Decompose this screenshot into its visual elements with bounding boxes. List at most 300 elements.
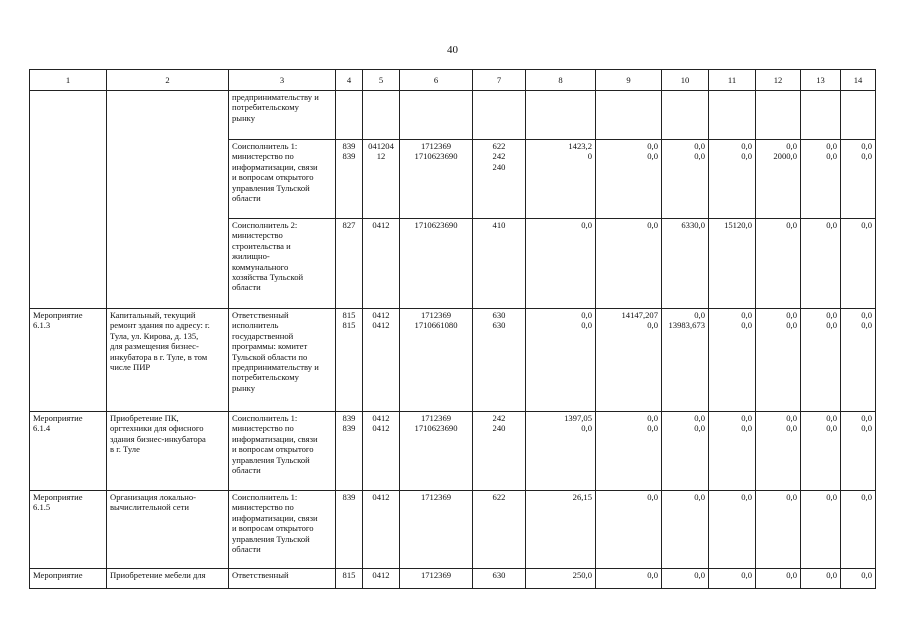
cell-value-10 — [662, 140, 709, 219]
text-line: 0,0 — [861, 310, 872, 320]
cell-value-12 — [756, 412, 801, 491]
text-line: Ответственный — [232, 570, 289, 580]
text-line: 6.1.3 — [33, 320, 51, 331]
cell-text — [759, 310, 797, 331]
cell-value-11 — [709, 491, 756, 569]
cell-event-name — [107, 140, 229, 219]
cell-text — [403, 570, 469, 580]
cell-text — [712, 141, 752, 162]
cell-value-14 — [841, 309, 876, 412]
text-line: 0,0 — [861, 492, 872, 502]
text-line: коммунального — [232, 261, 289, 272]
text-line: Капитальный, текущий — [110, 310, 196, 320]
text-line: 6330,0 — [681, 220, 705, 230]
text-line: 0,0 — [786, 423, 797, 434]
cell-code-rz — [363, 412, 400, 491]
cell-text — [529, 413, 592, 434]
table-row — [30, 309, 876, 412]
cell-value-11 — [709, 569, 756, 589]
cell-text — [759, 492, 797, 502]
text-line: 622 — [492, 141, 506, 151]
cell-value-13 — [801, 219, 841, 309]
text-line: 0,0 — [647, 492, 658, 502]
cell-text — [665, 310, 705, 331]
cell-value-9 — [596, 491, 662, 569]
cell-value-11 — [709, 219, 756, 309]
text-line: строительства и — [232, 240, 291, 251]
text-line: 0,0 — [647, 423, 658, 434]
col-header-9: 9 — [596, 70, 662, 91]
text-line: программы: комитет — [232, 341, 308, 352]
col-header-5: 5 — [363, 70, 400, 91]
cell-text — [403, 310, 469, 331]
text-line: 0412 — [372, 492, 390, 502]
cell-text — [712, 570, 752, 580]
cell-value-8 — [526, 569, 596, 589]
cell-text — [232, 492, 332, 554]
cell-value-10 — [662, 569, 709, 589]
cell-value-14 — [841, 412, 876, 491]
cell-text — [339, 141, 359, 162]
cell-code-csr — [400, 91, 473, 140]
text-line: 839 — [342, 423, 356, 434]
cell-text — [366, 220, 396, 230]
cell-value-13 — [801, 91, 841, 140]
cell-text — [403, 220, 469, 230]
cell-text — [232, 570, 332, 580]
cell-text — [403, 492, 469, 502]
text-line: 1397,05 — [564, 413, 592, 423]
cell-text — [232, 220, 332, 293]
col-header-7: 7 — [473, 70, 526, 91]
cell-text — [804, 492, 837, 502]
cell-value-12 — [756, 309, 801, 412]
text-line: 0,0 — [694, 570, 705, 580]
text-line: для размещения бизнес- — [110, 341, 199, 352]
cell-text — [476, 141, 522, 172]
cell-value-13 — [801, 309, 841, 412]
text-line: информатизации, связи — [232, 433, 318, 444]
cell-code-rz — [363, 219, 400, 309]
cell-value-11 — [709, 412, 756, 491]
cell-text — [33, 570, 103, 580]
text-line: государственной — [232, 330, 294, 341]
cell-text — [712, 220, 752, 230]
text-line: 0,0 — [741, 320, 752, 331]
cell-event-id — [30, 569, 107, 589]
text-line: 827 — [342, 220, 356, 230]
text-line: предпринимательству и — [232, 92, 319, 102]
cell-text — [804, 141, 837, 162]
cell-value-9 — [596, 91, 662, 140]
text-line: 1712369 — [420, 570, 452, 580]
cell-text — [339, 492, 359, 502]
text-line: 630 — [492, 310, 506, 320]
text-line: 240 — [492, 423, 506, 434]
cell-text — [759, 220, 797, 230]
cell-text — [759, 570, 797, 580]
cell-text — [665, 570, 705, 580]
budget-table — [29, 69, 876, 589]
text-line: 26,15 — [572, 492, 592, 502]
text-line: Соисполнитель 1: — [232, 492, 298, 502]
text-line: в г. Туле — [110, 444, 140, 455]
cell-text — [529, 570, 592, 580]
cell-text — [712, 413, 752, 434]
cell-code-csr — [400, 569, 473, 589]
cell-code-vr — [473, 219, 526, 309]
text-line: инкубатора в г. Туле, в том — [110, 351, 208, 362]
text-line: 0412 — [372, 413, 390, 423]
cell-code-rz — [363, 140, 400, 219]
text-line: 13983,673 — [668, 320, 705, 331]
text-line: 0,0 — [861, 151, 872, 162]
col-header-1: 1 — [30, 70, 107, 91]
cell-text — [599, 570, 658, 580]
text-line: вычислительной сети — [110, 502, 189, 513]
text-line: Тула, ул. Кирова, д. 135, — [110, 330, 199, 341]
cell-code-csr — [400, 219, 473, 309]
col-header-6: 6 — [400, 70, 473, 91]
text-line: 240 — [492, 161, 506, 172]
text-line: 1712369 — [420, 492, 452, 502]
cell-code-gr — [336, 491, 363, 569]
cell-value-11 — [709, 309, 756, 412]
text-line: рынку — [232, 112, 256, 123]
table-row — [30, 219, 876, 309]
cell-code-vr — [473, 491, 526, 569]
text-line: 0,0 — [741, 570, 752, 580]
text-line: 0,0 — [694, 141, 705, 151]
text-line: 15120,0 — [724, 220, 752, 230]
cell-text — [599, 492, 658, 502]
cell-executor — [229, 569, 336, 589]
text-line: 0,0 — [647, 413, 658, 423]
cell-value-9 — [596, 569, 662, 589]
text-line: 0,0 — [826, 141, 837, 151]
text-line: Соисполнитель 1: — [232, 141, 298, 151]
cell-event-name — [107, 412, 229, 491]
cell-text — [665, 220, 705, 230]
col-header-14: 14 — [841, 70, 876, 91]
text-line: 0,0 — [861, 413, 872, 423]
cell-text — [712, 310, 752, 331]
cell-text — [403, 413, 469, 434]
col-header-2: 2 — [107, 70, 229, 91]
text-line: 0,0 — [647, 320, 658, 331]
cell-value-12 — [756, 91, 801, 140]
cell-text — [366, 310, 396, 331]
cell-value-11 — [709, 91, 756, 140]
cell-text — [110, 570, 225, 580]
cell-code-vr — [473, 309, 526, 412]
cell-event-name — [107, 491, 229, 569]
text-line: 0,0 — [647, 570, 658, 580]
cell-code-rz — [363, 91, 400, 140]
text-line: 410 — [492, 220, 506, 230]
text-line: информатизации, связи — [232, 512, 318, 523]
table-row — [30, 91, 876, 140]
text-line: 0,0 — [826, 220, 837, 230]
table-row — [30, 569, 876, 589]
cell-text — [804, 310, 837, 331]
cell-text — [110, 492, 225, 513]
cell-text — [110, 310, 225, 372]
cell-code-gr — [336, 140, 363, 219]
text-line: 0,0 — [786, 220, 797, 230]
cell-event-name — [107, 569, 229, 589]
text-line: министерство по — [232, 502, 294, 513]
cell-value-10 — [662, 219, 709, 309]
text-line: управления Тульской — [232, 182, 310, 193]
cell-text — [712, 492, 752, 502]
text-line: 0,0 — [826, 310, 837, 320]
cell-text — [804, 413, 837, 434]
text-line: 0,0 — [694, 310, 705, 320]
cell-text — [476, 492, 522, 502]
text-line: 0,0 — [786, 310, 797, 320]
text-line: 630 — [492, 320, 506, 331]
cell-text — [844, 141, 872, 162]
cell-text — [476, 220, 522, 230]
cell-text — [33, 492, 103, 513]
text-line: 0,0 — [861, 220, 872, 230]
text-line: 0,0 — [786, 141, 797, 151]
cell-text — [339, 570, 359, 580]
text-line: и вопросам открытого — [232, 172, 314, 183]
text-line: 0,0 — [741, 141, 752, 151]
cell-code-csr — [400, 491, 473, 569]
text-line: 12 — [376, 151, 386, 162]
cell-value-10 — [662, 309, 709, 412]
text-line: 2000,0 — [773, 151, 797, 162]
cell-value-8 — [526, 219, 596, 309]
text-line: 0,0 — [861, 570, 872, 580]
text-line: Мероприятие — [33, 492, 83, 502]
cell-event-name — [107, 219, 229, 309]
cell-executor — [229, 309, 336, 412]
cell-text — [599, 220, 658, 230]
text-line: 0,0 — [741, 413, 752, 423]
text-line: управления Тульской — [232, 533, 310, 544]
text-line: 839 — [342, 413, 356, 423]
text-line: 0,0 — [826, 570, 837, 580]
cell-text — [403, 141, 469, 162]
text-line: 815 — [342, 320, 356, 331]
cell-text — [844, 220, 872, 230]
table-row — [30, 412, 876, 491]
cell-text — [339, 413, 359, 434]
cell-value-14 — [841, 91, 876, 140]
text-line: здания бизнес-инкубатора — [110, 433, 206, 444]
text-line: 0,0 — [741, 310, 752, 320]
text-line: 0,0 — [694, 423, 705, 434]
cell-text — [232, 141, 332, 203]
cell-text — [665, 141, 705, 162]
header-row — [30, 70, 876, 91]
cell-event-name — [107, 91, 229, 140]
cell-code-vr — [473, 140, 526, 219]
cell-value-14 — [841, 140, 876, 219]
col-header-8: 8 — [526, 70, 596, 91]
table-row — [30, 140, 876, 219]
cell-text — [529, 310, 592, 331]
text-line: 622 — [492, 492, 506, 502]
cell-text — [339, 310, 359, 331]
cell-value-12 — [756, 140, 801, 219]
text-line: исполнитель — [232, 320, 279, 331]
text-line: 6.1.4 — [33, 423, 51, 434]
cell-executor — [229, 491, 336, 569]
text-line: области — [232, 465, 261, 476]
cell-event-id — [30, 219, 107, 309]
text-line: 6.1.5 — [33, 502, 51, 513]
text-line: области — [232, 544, 261, 555]
text-line: Ответственный — [232, 310, 289, 320]
col-header-3: 3 — [229, 70, 336, 91]
page-number: 40 — [447, 44, 458, 56]
text-line: 0,0 — [647, 220, 658, 230]
text-line: 0 — [587, 151, 592, 162]
cell-code-gr — [336, 309, 363, 412]
text-line: Мероприятие — [33, 310, 83, 320]
text-line: 815 — [342, 310, 356, 320]
cell-text — [529, 492, 592, 502]
cell-value-8 — [526, 491, 596, 569]
cell-value-10 — [662, 491, 709, 569]
text-line: Приобретение ПК, — [110, 413, 179, 423]
text-line: 0,0 — [861, 320, 872, 331]
text-line: и вопросам открытого — [232, 444, 314, 455]
cell-text — [844, 310, 872, 331]
cell-event-id — [30, 412, 107, 491]
text-line: 0,0 — [581, 220, 592, 230]
text-line: информатизации, связи — [232, 161, 318, 172]
text-line: 1712369 — [420, 310, 452, 320]
cell-text — [476, 570, 522, 580]
cell-code-csr — [400, 412, 473, 491]
cell-text — [366, 141, 396, 162]
cell-code-vr — [473, 569, 526, 589]
cell-executor — [229, 219, 336, 309]
text-line: 839 — [342, 492, 356, 502]
cell-value-9 — [596, 309, 662, 412]
text-line: министерство по — [232, 423, 294, 434]
text-line: предпринимательству и — [232, 362, 319, 373]
cell-value-13 — [801, 491, 841, 569]
col-header-13: 13 — [801, 70, 841, 91]
cell-value-8 — [526, 91, 596, 140]
text-line: Мероприятие — [33, 413, 83, 423]
text-line: хозяйства Тульской — [232, 272, 304, 283]
cell-value-9 — [596, 140, 662, 219]
text-line: 0,0 — [826, 423, 837, 434]
text-line: 0,0 — [786, 492, 797, 502]
text-line: 839 — [342, 141, 356, 151]
cell-executor — [229, 412, 336, 491]
text-line: 0,0 — [581, 320, 592, 331]
cell-value-10 — [662, 412, 709, 491]
text-line: 0,0 — [741, 492, 752, 502]
text-line: 0412 — [372, 570, 390, 580]
text-line: 1710623690 — [414, 151, 458, 162]
text-line: 0,0 — [647, 141, 658, 151]
text-line: Тульской области по — [232, 351, 308, 362]
text-line: 0,0 — [861, 141, 872, 151]
cell-text — [366, 492, 396, 502]
col-header-12: 12 — [756, 70, 801, 91]
table-row — [30, 491, 876, 569]
cell-value-8 — [526, 412, 596, 491]
text-line: 1712369 — [420, 141, 452, 151]
cell-text — [33, 310, 103, 331]
table-body — [30, 91, 876, 589]
text-line: 242 — [492, 413, 506, 423]
text-line: 630 — [492, 570, 506, 580]
cell-code-vr — [473, 412, 526, 491]
text-line: Организация локально- — [110, 492, 197, 502]
cell-text — [599, 413, 658, 434]
text-line: жилищно- — [232, 251, 270, 262]
cell-code-gr — [336, 569, 363, 589]
cell-text — [665, 413, 705, 434]
text-line: 242 — [492, 151, 506, 162]
text-line: 0,0 — [581, 423, 592, 434]
cell-code-csr — [400, 140, 473, 219]
text-line: 0,0 — [741, 151, 752, 162]
text-line: министерство — [232, 230, 283, 241]
cell-text — [110, 413, 225, 455]
text-line: 0,0 — [581, 310, 592, 320]
cell-text — [844, 570, 872, 580]
cell-text — [804, 570, 837, 580]
cell-text — [232, 413, 332, 475]
text-line: 815 — [342, 570, 356, 580]
cell-text — [759, 141, 797, 162]
text-line: 0,0 — [826, 151, 837, 162]
cell-code-rz — [363, 569, 400, 589]
cell-code-vr — [473, 91, 526, 140]
cell-text — [529, 141, 592, 162]
text-line: 1423,2 — [568, 141, 592, 151]
cell-event-id — [30, 140, 107, 219]
col-header-10: 10 — [662, 70, 709, 91]
cell-text — [759, 413, 797, 434]
cell-event-id — [30, 309, 107, 412]
cell-text — [599, 310, 658, 331]
text-line: 14147,207 — [621, 310, 658, 320]
text-line: ремонт здания по адресу: г. — [110, 320, 210, 331]
text-line: 041204 — [368, 141, 394, 151]
text-line: 0,0 — [694, 151, 705, 162]
cell-text — [804, 220, 837, 230]
cell-code-rz — [363, 309, 400, 412]
text-line: числе ПИР — [110, 362, 151, 373]
cell-value-14 — [841, 569, 876, 589]
cell-code-csr — [400, 309, 473, 412]
text-line: 1710623690 — [414, 220, 458, 230]
text-line: 1710661080 — [414, 320, 458, 331]
text-line: 0,0 — [694, 413, 705, 423]
text-line: 0412 — [372, 423, 390, 434]
cell-value-12 — [756, 491, 801, 569]
cell-executor — [229, 140, 336, 219]
text-line: 250,0 — [572, 570, 592, 580]
cell-event-id — [30, 91, 107, 140]
cell-code-gr — [336, 91, 363, 140]
text-line: 0,0 — [647, 151, 658, 162]
cell-text — [665, 492, 705, 502]
